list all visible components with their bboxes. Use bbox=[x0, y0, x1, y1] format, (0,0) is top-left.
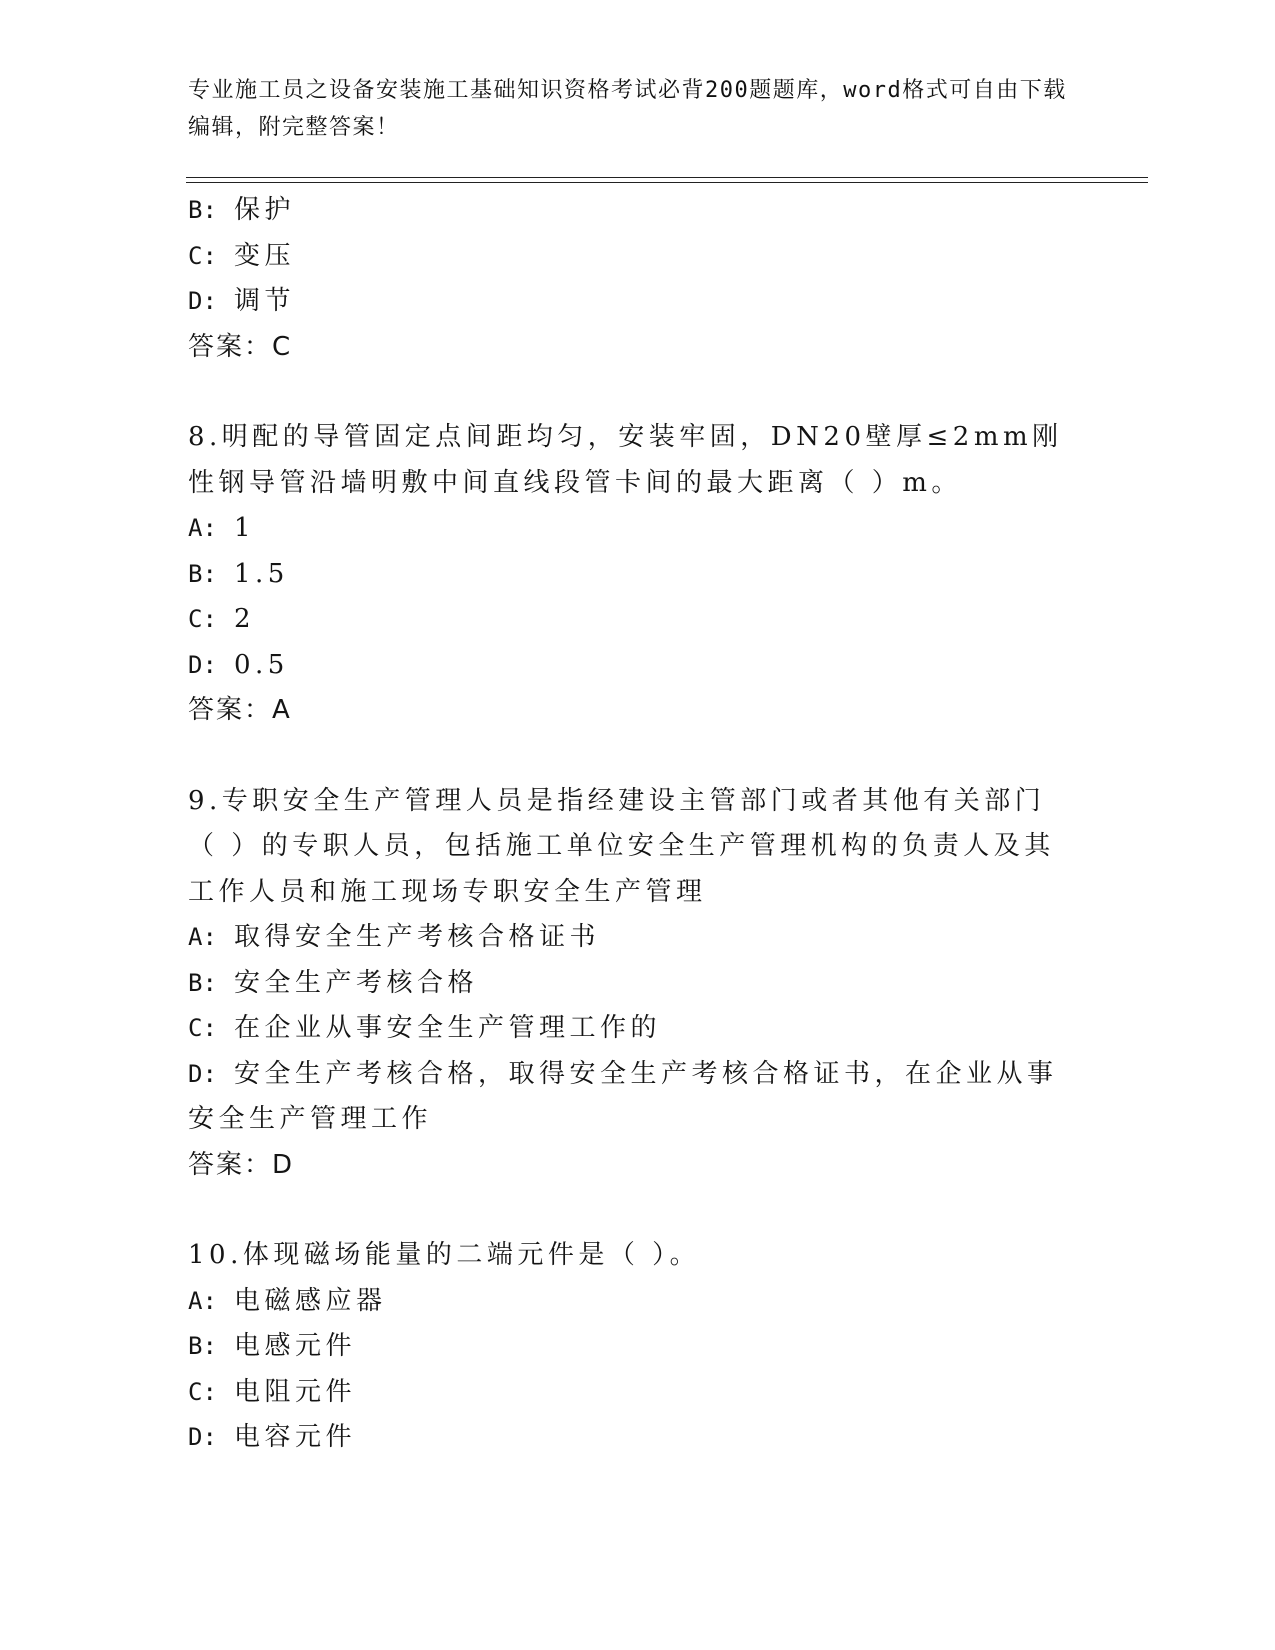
option-letter: C: bbox=[188, 605, 217, 633]
option-d bbox=[188, 643, 1068, 689]
option-text: 电感元件 bbox=[234, 1331, 357, 1361]
option-letter: A: bbox=[188, 923, 217, 951]
question-10-block bbox=[188, 1233, 1068, 1461]
option-text: 1.5 bbox=[234, 558, 289, 589]
option-d bbox=[188, 1415, 1068, 1461]
header-rule-bottom bbox=[186, 182, 1148, 183]
option-b bbox=[188, 1324, 1068, 1370]
option-letter: C: bbox=[188, 241, 217, 270]
option-letter: B: bbox=[188, 196, 217, 224]
question-8-stem: 8.明配的导管固定点间距均匀，安装牢固，DN20壁厚≤2mm刚性钢导管沿墙明敷中间直线段管卡间的最大距离（ ）m。 bbox=[188, 422, 1063, 498]
option-b bbox=[188, 552, 1068, 598]
answer-line: 答案：D bbox=[188, 1149, 295, 1180]
option-c bbox=[188, 1006, 1068, 1052]
option-text: 保护 bbox=[234, 195, 296, 225]
prev-question-block bbox=[188, 188, 1068, 370]
option-c bbox=[188, 1370, 1068, 1416]
question-9-block bbox=[188, 779, 1068, 1189]
option-letter: B: bbox=[188, 968, 217, 997]
option-a bbox=[188, 915, 1068, 961]
option-text: 电阻元件 bbox=[234, 1376, 357, 1407]
option-b bbox=[188, 961, 1068, 1007]
option-text: 调节 bbox=[234, 286, 296, 316]
option-d bbox=[188, 279, 1068, 325]
option-text: 在企业从事安全生产管理工作的 bbox=[234, 1013, 662, 1043]
option-text: 取得安全生产考核合格证书 bbox=[234, 922, 601, 952]
option-c bbox=[188, 234, 1068, 280]
option-text: 变压 bbox=[234, 240, 296, 271]
question-content bbox=[188, 188, 1068, 1461]
answer-line: 答案：C bbox=[188, 331, 293, 362]
header-rule-top bbox=[186, 177, 1148, 178]
option-letter: B: bbox=[188, 559, 217, 588]
option-a bbox=[188, 506, 1068, 552]
answer-line: 答案：A bbox=[188, 695, 292, 725]
spacer bbox=[188, 370, 1068, 415]
question-8-block bbox=[188, 415, 1068, 734]
option-text: 0.5 bbox=[234, 649, 289, 680]
option-a bbox=[188, 1279, 1068, 1325]
option-letter: D: bbox=[188, 650, 217, 679]
option-text: 1 bbox=[234, 513, 256, 543]
spacer bbox=[188, 734, 1068, 779]
option-letter: D: bbox=[188, 1423, 217, 1451]
spacer bbox=[188, 1188, 1068, 1233]
question-10-stem: 10.体现磁场能量的二端元件是（ ）。 bbox=[188, 1240, 701, 1270]
option-letter: A: bbox=[188, 514, 217, 542]
document-header: 专业施工员之设备安装施工基础知识资格考试必背200题题库，word格式可自由下载编辑，附完整答案！ bbox=[188, 78, 1067, 140]
option-text: 2 bbox=[234, 604, 256, 634]
option-letter: B: bbox=[188, 1332, 217, 1360]
option-b bbox=[188, 188, 1068, 234]
option-letter: A: bbox=[188, 1286, 217, 1315]
question-9-stem: 9.专职安全生产管理人员是指经建设主管部门或者其他有关部门（ ）的专职人员，包括施工单位安全生产管理机构的负责人及其工作人员和施工现场专职安全生产管理 bbox=[188, 785, 1055, 907]
option-letter: C: bbox=[188, 1377, 217, 1406]
option-text: 电磁感应器 bbox=[234, 1285, 387, 1316]
option-c bbox=[188, 597, 1068, 643]
option-letter: D: bbox=[188, 287, 217, 315]
option-text: 安全生产考核合格 bbox=[234, 967, 479, 998]
option-letter: D: bbox=[188, 1059, 217, 1088]
option-letter: C: bbox=[188, 1014, 217, 1042]
option-d bbox=[188, 1052, 1068, 1143]
option-text: 安全生产考核合格，取得安全生产考核合格证书，在企业从事安全生产管理工作 bbox=[188, 1058, 1058, 1134]
option-text: 电容元件 bbox=[234, 1422, 357, 1452]
